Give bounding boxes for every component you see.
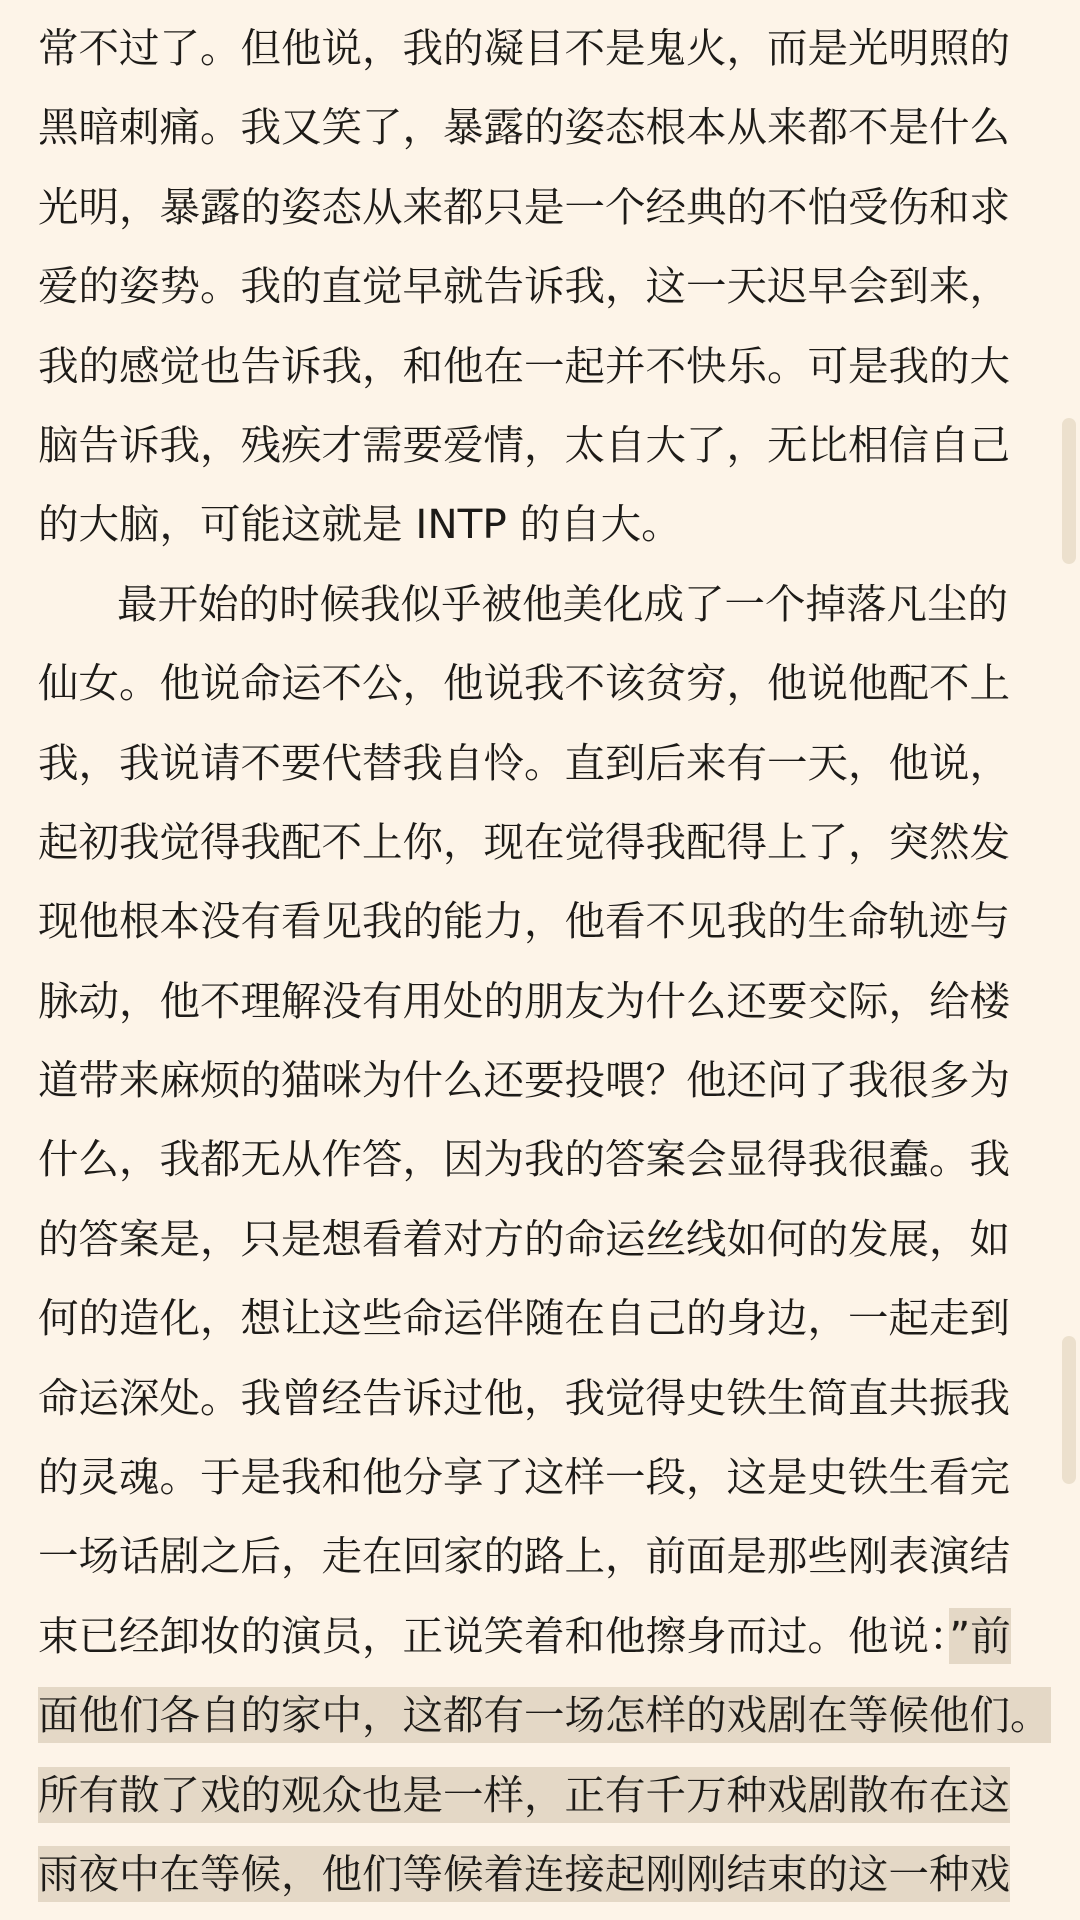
text-line: 的灵魂。于是我和他分享了这样一段，这是史铁生看完	[38, 1453, 1010, 1502]
highlighted-line	[38, 1756, 1038, 1835]
text-line: 道带来麻烦的猫咪为什么还要投喂？他还问了我很多为	[38, 1056, 1010, 1105]
text-line: 起初我觉得我配不上你，现在觉得我配得上了，突然发	[38, 817, 1010, 866]
text-line: 一场话剧之后，走在回家的路上，前面是那些刚表演结	[38, 1532, 1010, 1581]
text-line: 光明，暴露的姿态从来都只是一个经典的不怕受伤和求	[38, 182, 1010, 231]
scroll-thumb-upper[interactable]	[1062, 418, 1076, 564]
highlighted-line	[38, 1676, 1051, 1755]
text-line: 黑暗刺痛。我又笑了，暴露的姿态根本从来都不是什么	[38, 103, 1010, 152]
highlighted-text[interactable]: 面他们各自的家中，这都有一场怎样的戏剧在等候他们。	[38, 1687, 1051, 1743]
text-line: 爱的姿势。我的直觉早就告诉我，这一天迟早会到来，	[38, 262, 1010, 311]
text-line	[38, 1597, 1038, 1676]
text-line: 什么，我都无从作答，因为我的答案会显得我很蠢。我	[38, 1135, 1010, 1184]
highlighted-text[interactable]: ”前	[949, 1608, 1010, 1664]
text-line: 脑告诉我，残疾才需要爱情，太自大了，无比相信自己	[38, 420, 1010, 469]
text-line-plain: 束已经卸妆的演员，正说笑着和他擦身而过。他说：	[38, 1611, 950, 1660]
scroll-thumb-lower[interactable]	[1062, 1336, 1076, 1484]
text-line: 命运深处。我曾经告诉过他，我觉得史铁生简直共振我	[38, 1373, 1010, 1422]
text-line: 何的造化，想让这些命运伴随在自己的身边，一起走到	[38, 1294, 1010, 1343]
text-line: 脉动，他不理解没有用处的朋友为什么还要交际，给楼	[38, 976, 1010, 1025]
highlighted-text[interactable]: 所有散了戏的观众也是一样，正有千万种戏剧散布在这	[38, 1767, 1010, 1823]
highlighted-text[interactable]: 雨夜中在等候，他们等候着连接起刚刚结束的这一种戏	[38, 1846, 1010, 1902]
text-line: 现他根本没有看见我的能力，他看不见我的生命轨迹与	[38, 897, 1010, 946]
text-line: 我，我说请不要代替我自怜。直到后来有一天，他说，	[38, 738, 1010, 787]
paragraph-start-line: 最开始的时候我似乎被他美化成了一个掉落凡尘的	[117, 579, 1008, 628]
text-line: 我的感觉也告诉我，和他在一起并不快乐。可是我的大	[38, 341, 1010, 390]
highlighted-line	[38, 1835, 1038, 1914]
text-line: 仙女。他说命运不公，他说我不该贫穷，他说他配不上	[38, 659, 1010, 708]
text-line: 常不过了。但他说，我的凝目不是鬼火，而是光明照的	[38, 24, 1010, 72]
text-line: 的答案是，只是想看着对方的命运丝线如何的发展，如	[38, 1214, 1010, 1263]
book-text	[38, 9, 1051, 1914]
text-line: 的大脑，可能这就是 INTP 的自大。	[38, 500, 682, 549]
